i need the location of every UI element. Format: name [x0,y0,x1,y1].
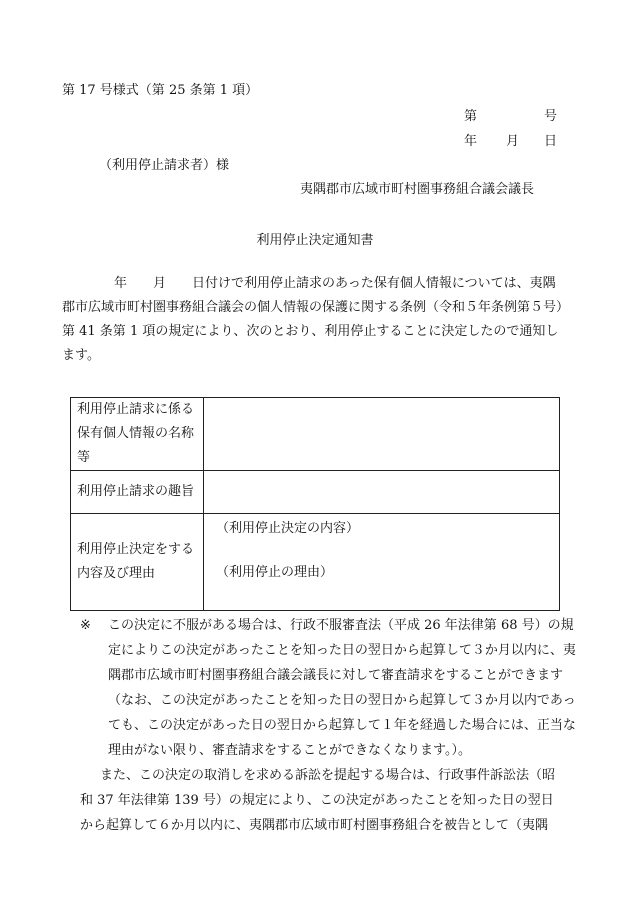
row3-value[interactable] [204,514,560,611]
decision-reason-label: （利用停止の理由） [216,565,334,580]
number-label-right: 号 [544,109,558,124]
body-paragraph [62,272,568,368]
sender: 夷隅郡市広域市町村圏事務組合議会議長 [300,182,535,197]
table-row [71,514,560,611]
decision-content-label: （利用停止決定の内容） [216,521,360,536]
date-year: 年 [464,134,478,149]
date-month: 月 [506,134,520,149]
row1-label-line: 利用停止請求に係る [77,402,195,417]
row1-value[interactable] [204,398,560,471]
notice-para2-line: 和 37 年法律第 139 号）の規定により、この決定があったことを知った日の翌日 [80,793,554,808]
row2-label: 利用停止請求の趣旨 [71,471,204,514]
row1-label [71,398,204,471]
table-row [71,398,560,471]
notice-line: 定によりこの決定があったことを知った日の翌日から起算して３か月以内に、夷 [108,643,576,658]
row1-label-line: 保有個人情報の名称 [77,426,195,441]
form-number: 第 17 号様式（第 25 条第 1 項） [62,83,259,98]
notice-mark: ※ [80,618,91,633]
body-line: 郡市広域市町村圏事務組合議会の個人情報の保護に関する条例（令和５年条例第５号） [62,300,570,315]
notice-line: 理由がない限り、審査請求をすることができなくなります。）。 [108,743,471,758]
row2-value[interactable] [204,471,560,514]
number-label-left: 第 [464,109,478,124]
row3-label [71,514,204,611]
date-day: 日 [544,134,558,149]
row3-label-line: 内容及び理由 [77,566,156,581]
body-line: 第 41 条第 1 項の規定により、次のとおり、利用停止することに決定したので通知し [62,324,559,339]
table-row [71,471,560,514]
info-table [70,397,560,611]
notice-line: 隅郡市広域市町村圏事務組合議会議長に対して審査請求をすることができます [108,668,564,683]
document-title: 利用停止決定通知書 [256,233,374,248]
body-line: ます。 [62,348,100,363]
addressee: （利用停止請求者）様 [99,158,230,173]
notice-para2-line: から起算して６か月以内に、夷隅郡市広域市町村圏事務組合を被告として（夷隅 [80,818,549,833]
notice-para2-line: また、この決定の取消しを求める訴訟を提起する場合は、行政事件訴訟法（昭 [100,768,556,783]
row3-label-line: 利用停止決定をする [77,542,195,557]
notice-line: この決定に不服がある場合は、行政不服審査法（平成 26 年法律第 68 号）の規 [108,618,574,633]
row1-label-line: 等 [77,450,91,465]
notice-line: ても、この決定があった日の翌日から起算して１年を経過した場合には、正当な [108,718,576,733]
body-line: 年 月 日付けで利用停止請求のあった保有個人情報については、夷隅 [62,276,556,291]
notice [80,613,580,838]
notice-line: （なお、この決定があったことを知った日の翌日から起算して３か月以内であっ [108,693,576,708]
